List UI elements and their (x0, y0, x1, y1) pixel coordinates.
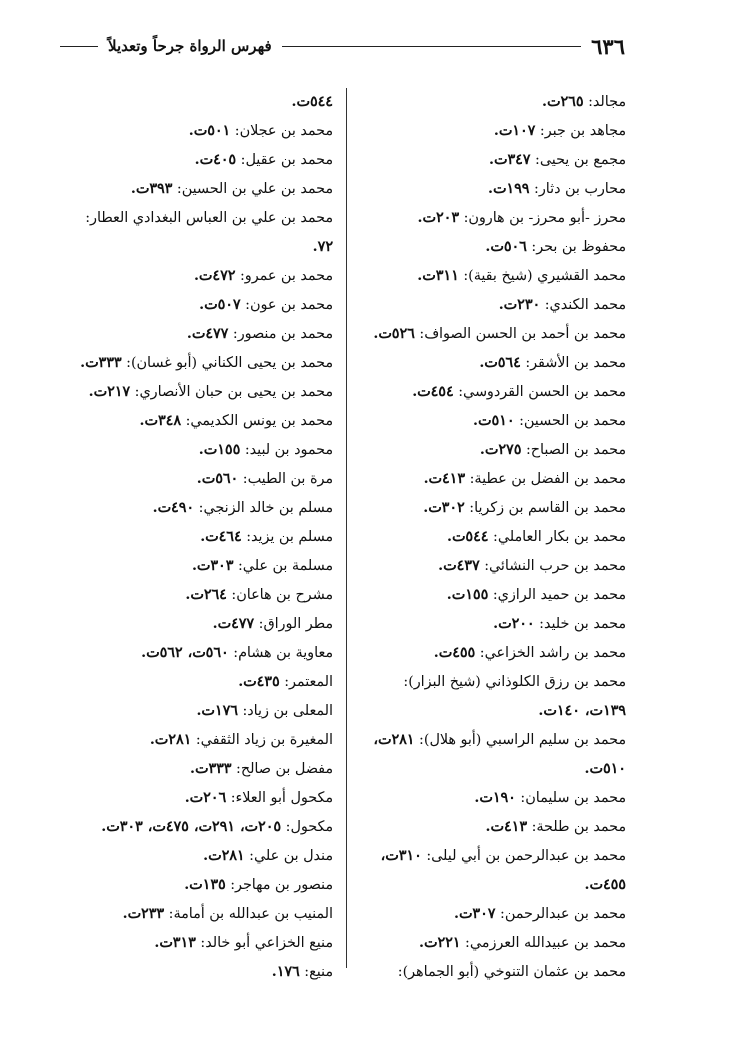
narrator-name: محمد بن عثمان التنوخي (أبو الجماهر): (397, 964, 626, 980)
narrator-name: محمد بن الحسين: (519, 413, 626, 429)
entry-reference: ٣٠٧ت. (453, 906, 496, 922)
entry-reference: ٤٧٧ت. (212, 616, 255, 632)
entry-reference: ٤٣٥ت. (238, 674, 280, 690)
index-entry (360, 117, 626, 146)
index-entry (70, 842, 333, 871)
entry-reference: ٢٨١ت. (203, 848, 245, 864)
entry-reference: ٥٦٠ت، ٥٦٢ت. (141, 645, 229, 661)
entry-reference: ٢٨١ت. (149, 732, 192, 748)
index-entry (360, 726, 626, 755)
index-entry (70, 581, 333, 610)
narrator-name: مجاهد بن جبر: (539, 123, 626, 139)
index-entry (360, 465, 626, 494)
narrator-name: محارب بن دثار: (534, 181, 626, 197)
narrator-name: مرة بن الطيب: (242, 471, 333, 487)
entry-reference: ١٧٦. (271, 964, 300, 980)
entry-reference: ٤٥٤ت. (412, 384, 454, 400)
index-entry (70, 668, 333, 697)
index-entry (70, 755, 333, 784)
entry-reference: ٥٤٤ت. (446, 529, 489, 545)
index-entry (70, 262, 333, 291)
entry-reference: ٣٠٢ت. (423, 500, 465, 516)
header-dash (60, 46, 98, 47)
index-entry (360, 958, 626, 987)
narrator-name: مسلمة بن علي: (237, 558, 333, 574)
narrator-name: محمد بن منصور: (232, 326, 333, 342)
page-number: ٦٣٦ (591, 33, 625, 59)
entry-reference: ٤٥٥ت. (584, 877, 626, 893)
entry-reference: ٤٠٥ت. (194, 152, 237, 168)
entry-reference: ٣١١ت. (417, 268, 459, 284)
narrator-name: محمد بن عقيل: (240, 152, 333, 168)
entry-reference: ٣٤٨ت. (139, 413, 182, 429)
index-entry (360, 784, 626, 813)
narrator-name: مكحول: (285, 819, 333, 835)
narrator-name: محمد بن القاسم بن زكريا: (469, 500, 626, 516)
index-entry (360, 697, 626, 726)
entry-reference: ٣٤٧ت. (489, 152, 531, 168)
index-entry (70, 117, 333, 146)
index-entry (70, 784, 333, 813)
narrator-name: محمود بن لبيد: (244, 442, 333, 458)
index-entry (360, 813, 626, 842)
column-divider (346, 88, 347, 968)
running-title: فهرس الرواة جرحاً وتعديلاً (108, 37, 272, 55)
index-entry (360, 494, 626, 523)
narrator-name: محمد بن الصباح: (525, 442, 626, 458)
index-entry (360, 175, 626, 204)
narrator-name: مشرح بن هاعان: (231, 587, 333, 603)
entry-reference: ٢٦٥ت. (542, 94, 584, 110)
entry-reference: ١٥٥ت. (446, 587, 489, 603)
narrator-name: محمد بن عجلان: (234, 123, 333, 139)
narrator-name: محرز -أبو محرز- بن هارون: (463, 210, 626, 226)
entry-reference: ٧٢. (312, 239, 333, 255)
narrator-name: مجالد: (588, 94, 626, 110)
entry-reference: ٢٦٤ت. (185, 587, 227, 603)
entry-reference: ٥٠١ت. (188, 123, 231, 139)
index-column-left (70, 88, 333, 987)
narrator-name: محمد بن عمرو: (239, 268, 333, 284)
index-entry (360, 871, 626, 900)
entry-reference: ٤٦٤ت. (200, 529, 242, 545)
index-entry (360, 262, 626, 291)
narrator-name: محمد بن يحيى الكناني (أبو غسان): (126, 355, 333, 371)
entry-reference: ٣١٠ت، (380, 848, 422, 864)
index-entry (360, 929, 626, 958)
entry-reference: ٢١٧ت. (88, 384, 131, 400)
index-entry (70, 407, 333, 436)
index-entry (360, 349, 626, 378)
index-entry (360, 755, 626, 784)
index-entry (360, 407, 626, 436)
index-entry (360, 146, 626, 175)
narrator-name: محمد بن يحيى بن حبان الأنصاري: (134, 384, 333, 400)
index-entry (70, 378, 333, 407)
entry-reference: ٤٣٧ت. (438, 558, 480, 574)
entry-reference: ٥٦٤ت. (479, 355, 521, 371)
narrator-name: محمد بن سليم الراسبي (أبو هلال): (419, 732, 626, 748)
narrator-name: محمد بن راشد الخزاعي: (479, 645, 626, 661)
narrator-name: معاوية بن هشام: (233, 645, 333, 661)
index-entry (360, 668, 626, 697)
narrator-name: محمد بن حرب النشائي: (484, 558, 626, 574)
index-entry (70, 436, 333, 465)
entry-reference: ٥٠٧ت. (199, 297, 241, 313)
index-entry (360, 639, 626, 668)
narrator-name: منيع: (304, 964, 333, 980)
narrator-name: مطر الوراق: (258, 616, 333, 632)
index-entry (360, 378, 626, 407)
narrator-name: المعتمر: (284, 674, 333, 690)
narrator-name: محمد بن الأشقر: (525, 355, 626, 371)
entry-reference: ٥٠٦ت. (485, 239, 527, 255)
narrator-name: محمد الكندي: (544, 297, 626, 313)
entry-reference: ٣٣٣ت. (80, 355, 122, 371)
index-entry (70, 204, 333, 233)
entry-reference: ٥١٠ت. (473, 413, 515, 429)
index-entry (70, 349, 333, 378)
narrator-name: منصور بن مهاجر: (230, 877, 333, 893)
index-entry (360, 204, 626, 233)
narrator-name: محمد بن علي بن العباس البغدادي العطار: (85, 210, 333, 226)
index-entry (360, 581, 626, 610)
entry-reference: ٤٩٠ت. (152, 500, 195, 516)
entry-reference: ٤٧٧ت. (186, 326, 229, 342)
entry-reference: ٥٢٦ت. (373, 326, 415, 342)
entry-reference: ٣٣٣ت. (190, 761, 232, 777)
entry-reference: ٢٣٣ت. (122, 906, 165, 922)
narrator-name: محمد بن علي بن الحسين: (176, 181, 333, 197)
narrator-name: محمد بن طلحة: (531, 819, 626, 835)
narrator-name: محمد بن سليمان: (520, 790, 626, 806)
index-entry (70, 813, 333, 842)
entry-reference: ٣١٣ت. (154, 935, 196, 951)
entry-reference: ٤٧٢ت. (193, 268, 236, 284)
index-entry (360, 88, 626, 117)
entry-reference: ١٣٩ت، ١٤٠ت. (538, 703, 626, 719)
index-entry (360, 233, 626, 262)
entry-reference: ٢٠٣ت. (417, 210, 460, 226)
narrator-name: محمد بن عون: (245, 297, 333, 313)
entry-reference: ٥٤٤ت. (291, 94, 333, 110)
entry-reference: ٤١٣ت. (423, 471, 466, 487)
index-entry (70, 552, 333, 581)
entry-reference: ١٩٠ت. (474, 790, 516, 806)
index-entry (360, 320, 626, 349)
index-entry (70, 958, 333, 987)
narrator-name: مكحول أبو العلاء: (230, 790, 333, 806)
index-entry (70, 610, 333, 639)
narrator-name: المنيب بن عبدالله بن أمامة: (168, 906, 333, 922)
index-entry (360, 291, 626, 320)
index-entry (70, 697, 333, 726)
narrator-name: محمد بن خليد: (539, 616, 626, 632)
narrator-name: مندل بن علي: (249, 848, 333, 864)
entry-reference: ١٠٧ت. (493, 123, 536, 139)
narrator-name: محمد بن بكار العاملي: (493, 529, 626, 545)
narrator-name: محمد بن رزق الكلوذاني (شيخ البزار): (403, 674, 626, 690)
narrator-name: محمد بن عبيدالله العرزمي: (465, 935, 626, 951)
index-entry (70, 871, 333, 900)
entry-reference: ٥٦٠ت. (196, 471, 239, 487)
narrator-name: منيع الخزاعي أبو خالد: (200, 935, 333, 951)
index-entry (360, 523, 626, 552)
narrator-name: محمد بن الفضل بن عطية: (469, 471, 626, 487)
entry-reference: ٢٠٥ت، ٢٩١ت، ٤٧٥ت، ٣٠٣ت. (101, 819, 282, 835)
index-entry (70, 175, 333, 204)
narrator-name: محمد بن الحسن القردوسي: (458, 384, 626, 400)
entry-reference: ١٥٥ت. (198, 442, 241, 458)
index-column-right (360, 88, 626, 987)
narrator-name: محمد بن حميد الرازي: (492, 587, 626, 603)
narrator-name: محمد بن أحمد بن الحسن الصواف: (419, 326, 626, 342)
index-entry (360, 436, 626, 465)
running-header (60, 30, 625, 62)
index-entry (70, 291, 333, 320)
entry-reference: ٣٩٣ت. (130, 181, 173, 197)
narrator-name: محمد بن عبدالرحمن: (500, 906, 626, 922)
entry-reference: ٤١٣ت. (485, 819, 528, 835)
entry-reference: ١٩٩ت. (487, 181, 530, 197)
narrator-name: محمد بن عبدالرحمن بن أبي ليلى: (426, 848, 626, 864)
index-entry (70, 320, 333, 349)
entry-reference: ١٧٦ت. (196, 703, 238, 719)
entry-reference: ٣٠٣ت. (191, 558, 234, 574)
index-entry (360, 610, 626, 639)
index-entry (70, 900, 333, 929)
entry-reference: ٢٠٦ت. (184, 790, 227, 806)
index-entry (70, 494, 333, 523)
index-entry (70, 146, 333, 175)
narrator-name: المعلى بن زياد: (242, 703, 333, 719)
entry-reference: ١٣٥ت. (184, 877, 226, 893)
index-entry (70, 523, 333, 552)
entry-reference: ٢٠٠ت. (493, 616, 535, 632)
entry-reference: ٢٣٠ت. (498, 297, 541, 313)
index-entry (70, 726, 333, 755)
narrator-name: محمد بن يونس الكديمي: (185, 413, 333, 429)
index-entry (70, 639, 333, 668)
entry-reference: ٢٢١ت. (419, 935, 461, 951)
index-entry (360, 900, 626, 929)
index-entry (360, 552, 626, 581)
index-entry (70, 929, 333, 958)
narrator-name: محمد القشيري (شيخ بقية): (463, 268, 626, 284)
narrator-name: محفوظ بن بحر: (531, 239, 626, 255)
narrator-name: مجمع بن يحيى: (535, 152, 626, 168)
index-entry (70, 233, 333, 262)
entry-reference: ٥١٠ت. (584, 761, 626, 777)
narrator-name: المغيرة بن زياد الثقفي: (195, 732, 333, 748)
index-entry (70, 88, 333, 117)
narrator-name: مسلم بن خالد الزنجي: (198, 500, 333, 516)
entry-reference: ٢٨١ت، (373, 732, 415, 748)
index-entry (360, 842, 626, 871)
narrator-name: مسلم بن يزيد: (246, 529, 333, 545)
header-rule (282, 46, 581, 47)
entry-reference: ٤٥٥ت. (433, 645, 476, 661)
entry-reference: ٢٧٥ت. (479, 442, 522, 458)
narrator-name: مفضل بن صالح: (236, 761, 333, 777)
index-entry (70, 465, 333, 494)
